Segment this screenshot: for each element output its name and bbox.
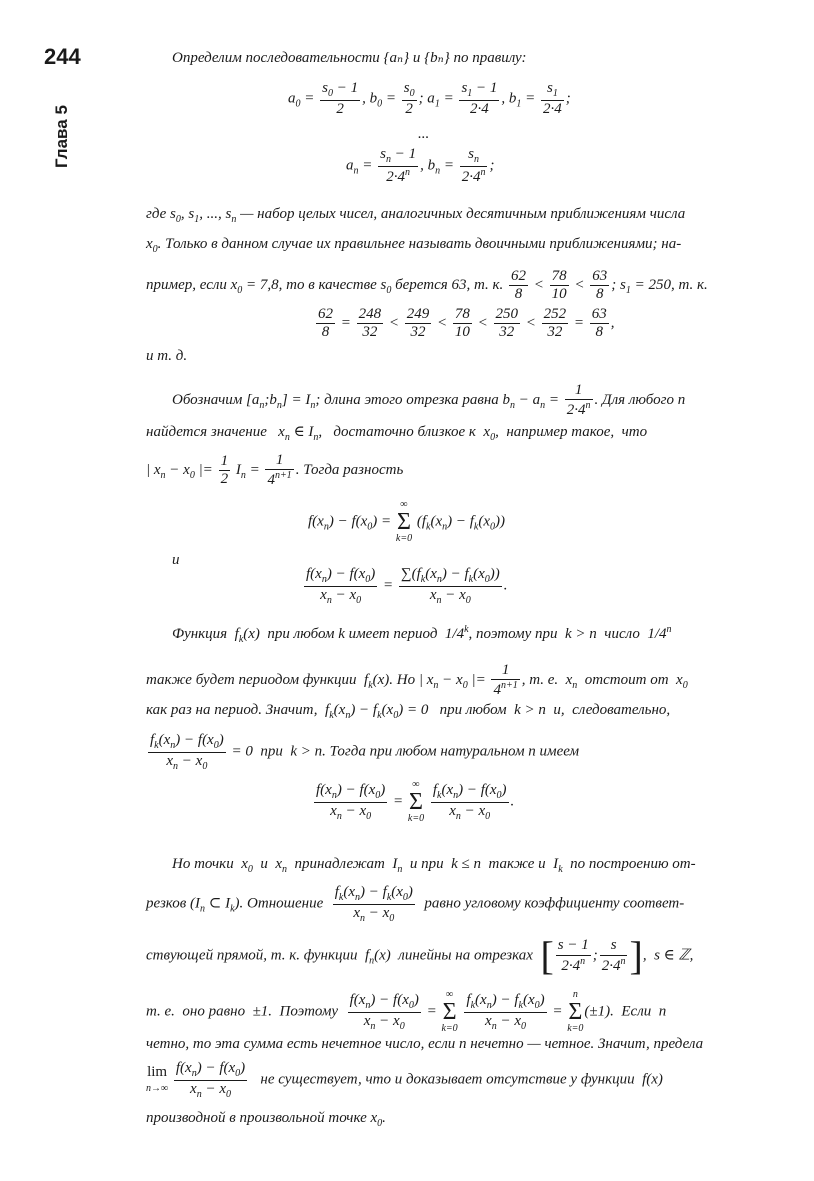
page-number: 244 [44, 44, 81, 69]
text-line: ствующей прямой, т. к. функции $f_n(x)$ линейны на отрезках [ $\frac{s - 1}{2\cdot 4^n}$ ; $\frac{s}{2\cdot 4^n}$ ], s ∈ ℤ, [146, 933, 694, 978]
text-line: найдется значение $x_n$ ∈ $I_n$, достаточно близкое к $x_0$, например такое, что [146, 424, 648, 443]
text-line: | $x_n - x_0$ |= $\frac{1}{2}$ $I_n$ = $\frac{1}{4^{n+1}}$ . Тогда разность [146, 452, 404, 489]
formula-ratio-sum: $\frac{f(x_n) - f(x_0)}{x_n - x_0}$ = $\frac{\sum(f_k(x_n) - f_k(x_0))}{x_n - x_0}$ . [306, 566, 508, 606]
text-line: Обозначим $[a_n;b_n] = I_n$; длина этого отрезка равна $b_n - a_n$ = $\frac{1}{2\cdot 4^n}$ . Для любого n [172, 382, 686, 419]
text-line: lim n→∞ $\frac{f(x_n) - f(x_0)}{x_n - x_0}$ не существует, что и доказывает отсутствие у функции f(x) [146, 1060, 663, 1100]
paragraph-parity: четно, то эта сумма есть нечетное число, если n нечетно — четное. Значит, предела [146, 1036, 704, 1052]
chapter-label [52, 100, 76, 170]
text-line: т. е. оно равно ±1. Поэтому $\frac{f(x_n) - f(x_0)}{x_n - x_0}$ = ∞ Σ k=0 $\frac{f_k(x_n) - f_k(x_0)}{x_n - x_0}$ = n Σ k=0(±1). Если n [146, 989, 667, 1034]
text-line: резков ($I_n$ ⊂ $I_k$). Отношение $\frac{f_k(x_n) - f_k(x_0)}{x_n - x_0}$ равно угловому коэффициенту соответ- [146, 884, 685, 924]
text-line: производной в произвольной точке $x_0$. [146, 1110, 386, 1129]
formula-ratio-series: $\frac{f(x_n) - f(x_0)}{x_n - x_0}$ = ∞ Σ k=0 $\frac{f_k(x_n) - f(x_0)}{x_n - x_0}$ . [316, 779, 515, 824]
formula-a0-b0-a1-b1: $a_0$ = $\frac{s_0 - 1}{2}$ , $b_0$ = $\frac{s_0}{2}$ ; $a_1$ = $\frac{s_1 - 1}{2\cdot 4}$ , $b_1$ = $\frac{s_1}{2\cdot 4}$ ; [288, 80, 571, 117]
text-line: где $s_0$, $s_1$, ..., $s_n$ — набор целых чисел, аналогичных десятичным приближениям числа [146, 206, 686, 225]
text-etc: и т. д. [146, 348, 188, 364]
text-line: $\frac{f_k(x_n) - f(x_0)}{x_n - x_0}$ = 0 при k > n. Тогда при любом натуральном n имеем [150, 732, 580, 772]
text-line: также будет периодом функции $f_k(x)$. Но | $x_n - x_0$ |= $\frac{1}{4^{n+1}}$ , т. е. $x_n$ отстоит от $x_0$ [146, 662, 688, 699]
chapter-label-text: Глава 5 [52, 105, 71, 168]
text-line: $x_0$. Только в данном случае их правильнее называть двоичными приближениями; на- [146, 236, 682, 255]
text-and: и [172, 552, 180, 568]
formula-approximations: $\frac{62}{8}$ = $\frac{248}{32}$ < $\frac{249}{32}$ < $\frac{78}{10}$ < $\frac{250}{32}$ < $\frac{252}{32}$ = $\frac{63}{8}$ , [318, 306, 615, 341]
formula-dots: ... [418, 126, 430, 142]
text-line: пример, если $x_0 = 7,8$, то в качестве $s_0$ берется 63, т. к. $\frac{62}{8}$ < $\frac{78}{10}$ < $\frac{63}{8}$ ; $s_1 = 250$, т. к. [146, 268, 708, 303]
formula-an-bn: $a_n$ = $\frac{s_n - 1}{2\cdot 4^n}$ , $b_n$ = $\frac{s_n}{2\cdot 4^n}$ ; [346, 146, 495, 185]
formula-difference-sum: $f(x_n) - f(x_0)$ = ∞ Σ k=0 $(f_k(x_n) - f_k(x_0))$ [308, 499, 506, 544]
paragraph-intro: Определим последовательности {aₙ} и {bₙ} по правилу: [172, 50, 527, 66]
text-line: Функция $f_k(x)$ при любом k имеет период 1/4$^k$, поэтому при k > n число 1/4$^n$ [172, 624, 672, 645]
text-line: как раз на период. Значит, $f_k(x_n) - f_k(x_0) = 0$ при любом k > n и, следовательно, [146, 702, 671, 721]
text-line: Но точки $x_0$ и $x_n$ принадлежат $I_n$ и при k ≤ n также и $I_k$ по построению от- [172, 856, 696, 875]
